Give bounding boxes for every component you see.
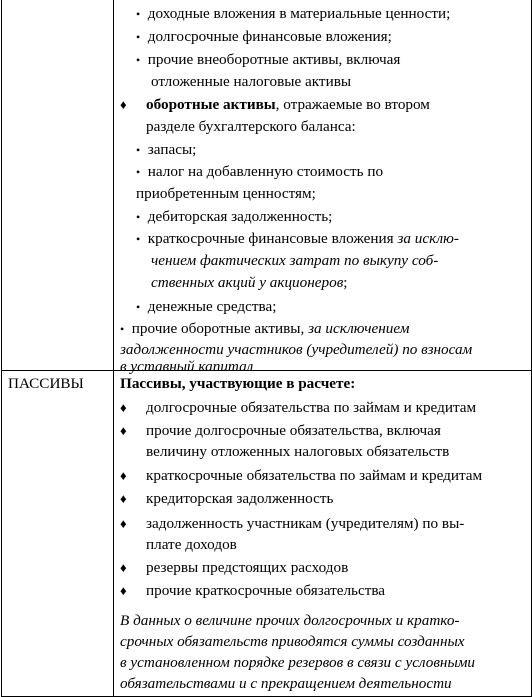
diamond-bullet-icon: ♦ [120,491,127,506]
list-item-cont: задолженности участников (учредителей) по взносам [120,341,473,358]
list-item-cont: ственных акций у акционеров; [151,274,348,291]
list-item: ♦ кредиторская задолженность [120,488,333,510]
list-item: ♦ прочие долгосрочные обязательства, включая [120,420,441,442]
bullet-icon: • [120,322,125,336]
list-item: ♦ резервы предстоящих расходов [120,557,348,579]
list-item-cont: в уставный капитал [120,358,254,375]
list-item: • денежные средства; [136,296,276,318]
bullet-icon: • [136,300,141,314]
list-item: • краткосрочные финансовые вложения за исклю- [136,228,459,250]
bullet-icon: • [136,53,141,67]
list-item-cont: величину отложенных налоговых обязательств [146,443,450,460]
note-text: обязательствами и с прекращением деятельности [120,675,452,692]
list-item: • запасы; [136,139,196,161]
diamond-bullet-icon: ♦ [120,560,127,575]
bullet-icon: • [136,210,141,224]
row-divider [2,370,531,371]
diamond-bullet-icon: ♦ [120,423,127,438]
diamond-bullet-icon: ♦ [120,97,127,112]
current-assets-heading-cont: разделе бухгалтерского баланса: [146,118,356,135]
list-item: • налог на добавленную стоимость по [136,161,383,183]
current-assets-heading: ♦ оборотные активы, отражаемые во втором [120,94,430,116]
diamond-bullet-icon: ♦ [120,468,127,483]
bullet-icon: • [136,30,141,44]
list-item: ♦ задолженность участникам (учредителям) по вы- [120,513,464,535]
bullet-icon: • [136,143,141,157]
list-item: ♦ долгосрочные обязательства по займам и кредитам [120,397,476,419]
bullet-icon: • [136,232,141,246]
note-text: срочных обязательств приводятся суммы созданных [120,633,465,650]
list-item-cont: плате доходов [146,536,237,553]
note-text: В данных о величине прочих долгосрочных и кратко- [120,612,460,629]
list-item: • дебиторская задолженность; [136,206,332,228]
list-item: • долгосрочные финансовые вложения; [136,26,392,48]
diamond-bullet-icon: ♦ [120,583,127,598]
column-divider [113,0,114,696]
note-text: в установленном порядке резервов в связи с условными [120,654,476,671]
liabilities-label: ПАССИВЫ [8,375,84,392]
diamond-bullet-icon: ♦ [120,400,127,415]
list-item: • доходные вложения в материальные ценности; [136,3,450,25]
bullet-icon: • [136,7,141,21]
list-item-cont: приобретенным ценностям; [136,185,316,202]
liabilities-heading: Пассивы, участвующие в расчете: [120,375,356,392]
balance-table [1,0,532,697]
diamond-bullet-icon: ♦ [120,516,127,531]
list-item: • прочие оборотные активы, за исключением [120,318,409,340]
list-item: ♦ прочие краткосрочные обязательства [120,580,385,602]
list-item: • прочие внеоборотные активы, включая [136,49,400,71]
bullet-icon: • [136,165,141,179]
list-item-cont: чением фактических затрат по выкупу соб- [151,252,439,269]
list-item: ♦ краткосрочные обязательства по займам и кредитам [120,465,482,487]
list-item-cont: отложенные налоговые активы [151,73,352,90]
